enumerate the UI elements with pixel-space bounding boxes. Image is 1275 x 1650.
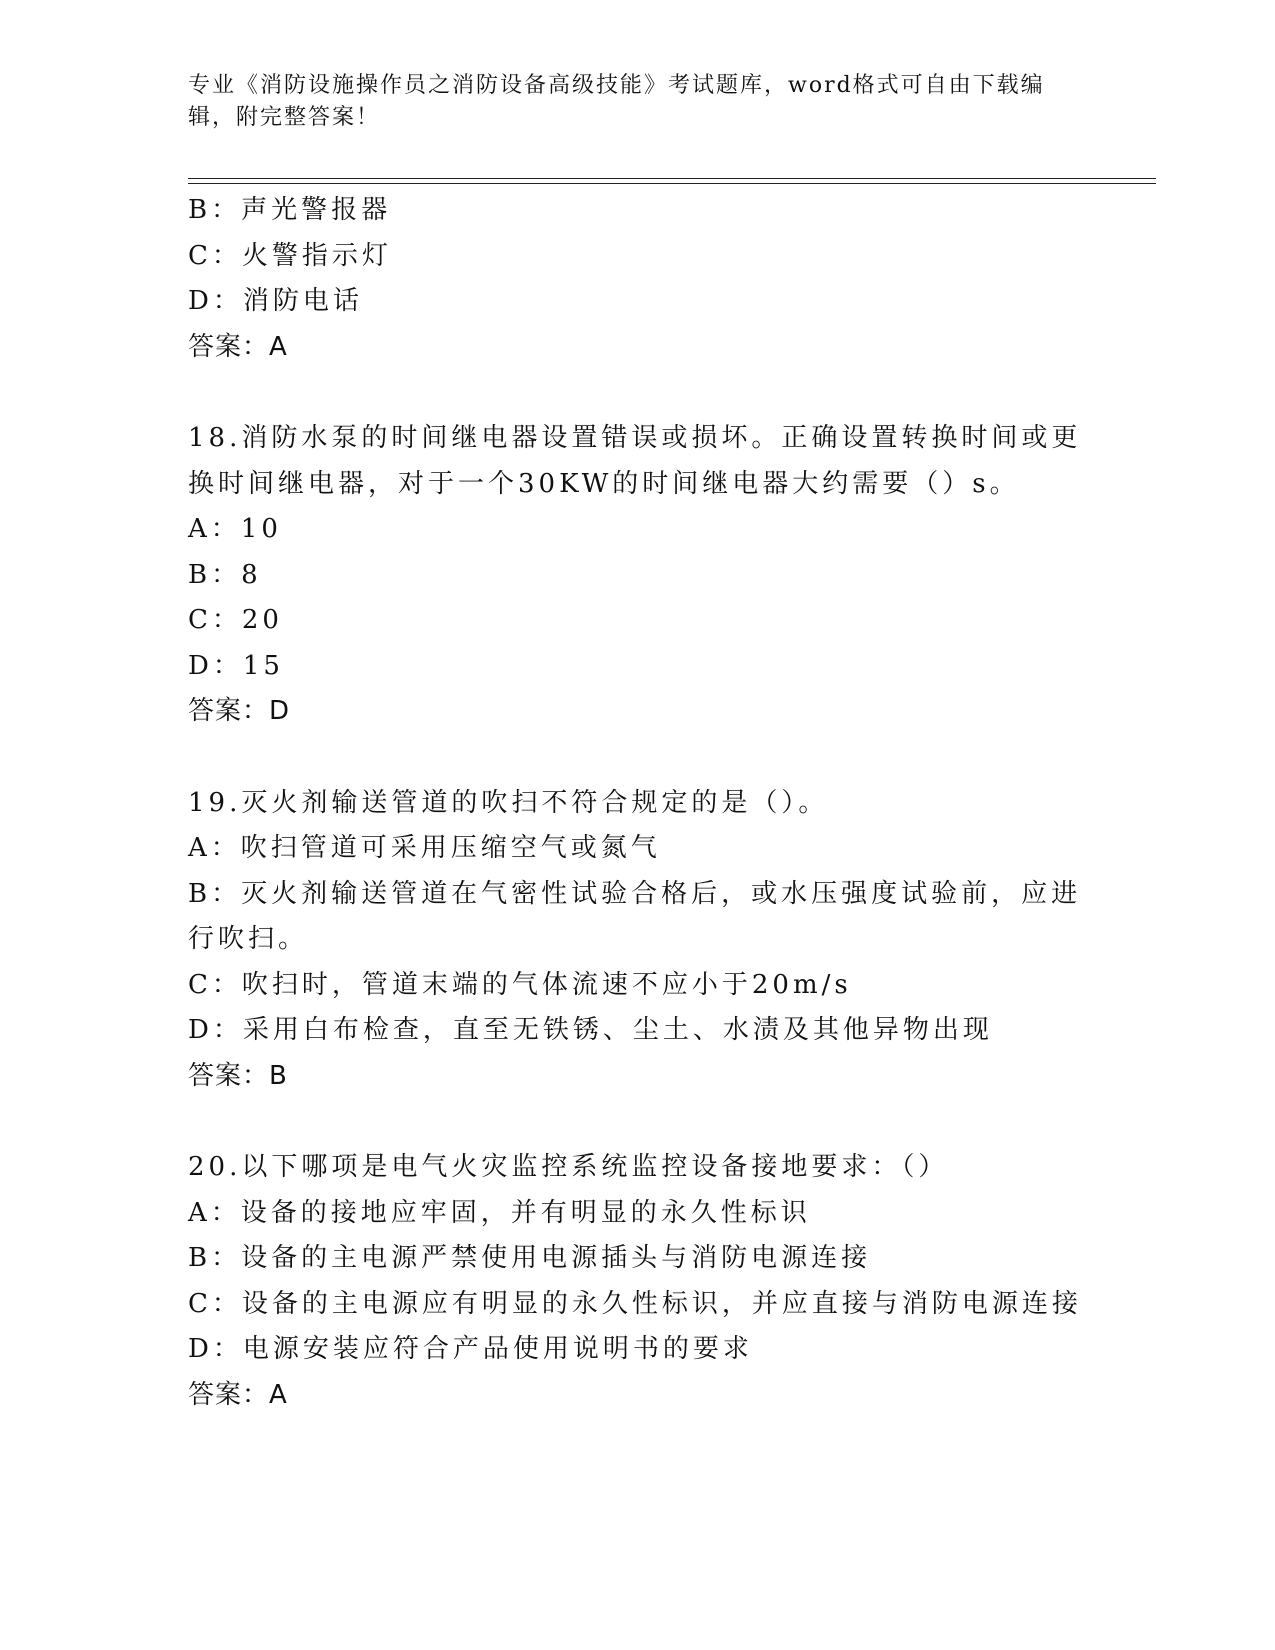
answer: 答案：A (188, 1379, 288, 1410)
option-a: A：10 (188, 514, 282, 544)
answer: 答案：D (188, 696, 291, 726)
option-c: C：20 (188, 605, 283, 635)
option-c: C：火警指示灯 (188, 240, 392, 271)
option-b: B：灭火剂输送管道在气密性试验合格后，或水压强度试验前，应进行吹扫。 (188, 878, 1082, 954)
question-text: 18.消防水泵的时间继电器设置错误或损坏。正确设置转换时间或更换时间继电器，对于一个30KW的时间继电器大约需要（）s。 (188, 423, 1082, 499)
option-d: D：电源安装应符合产品使用说明书的要求 (188, 1334, 753, 1364)
answer: 答案：A (188, 331, 288, 362)
question-text: 19.灭火剂输送管道的吹扫不符合规定的是（）。 (188, 787, 829, 818)
option-b: B：声光警报器 (188, 195, 392, 225)
option-d: D：采用白布检查，直至无铁锈、尘土、水渍及其他异物出现 (188, 1015, 993, 1045)
option-a: A：吹扫管道可采用压缩空气或氮气 (188, 833, 661, 863)
header-rule-bottom (188, 183, 1156, 184)
option-c: C：吹扫时，管道末端的气体流速不应小于20m/s (188, 969, 852, 1000)
question-block-18 (188, 416, 1088, 735)
question-list (188, 188, 1088, 1418)
option-d: D：15 (188, 650, 284, 681)
option-d: D：消防电话 (188, 286, 363, 316)
option-b: B：设备的主电源严禁使用电源插头与消防电源连接 (188, 1243, 872, 1273)
question-text: 20.以下哪项是电气火灾监控系统监控设备接地要求：（） (188, 1152, 949, 1182)
option-b: B：8 (188, 559, 262, 590)
option-a: A：设备的接地应牢固，并有明显的永久性标识 (188, 1197, 811, 1228)
question-block-20 (188, 1145, 1088, 1418)
option-c: C：设备的主电源应有明显的永久性标识，并应直接与消防电源连接 (188, 1288, 1082, 1319)
page-header: 专业《消防设施操作员之消防设备高级技能》考试题库，word格式可自由下载编辑，附完整答案！ (188, 73, 1045, 130)
question-block-17 (188, 188, 1088, 370)
question-block-19 (188, 781, 1088, 1100)
header-rule-top (188, 178, 1156, 179)
answer: 答案：B (188, 1060, 288, 1091)
